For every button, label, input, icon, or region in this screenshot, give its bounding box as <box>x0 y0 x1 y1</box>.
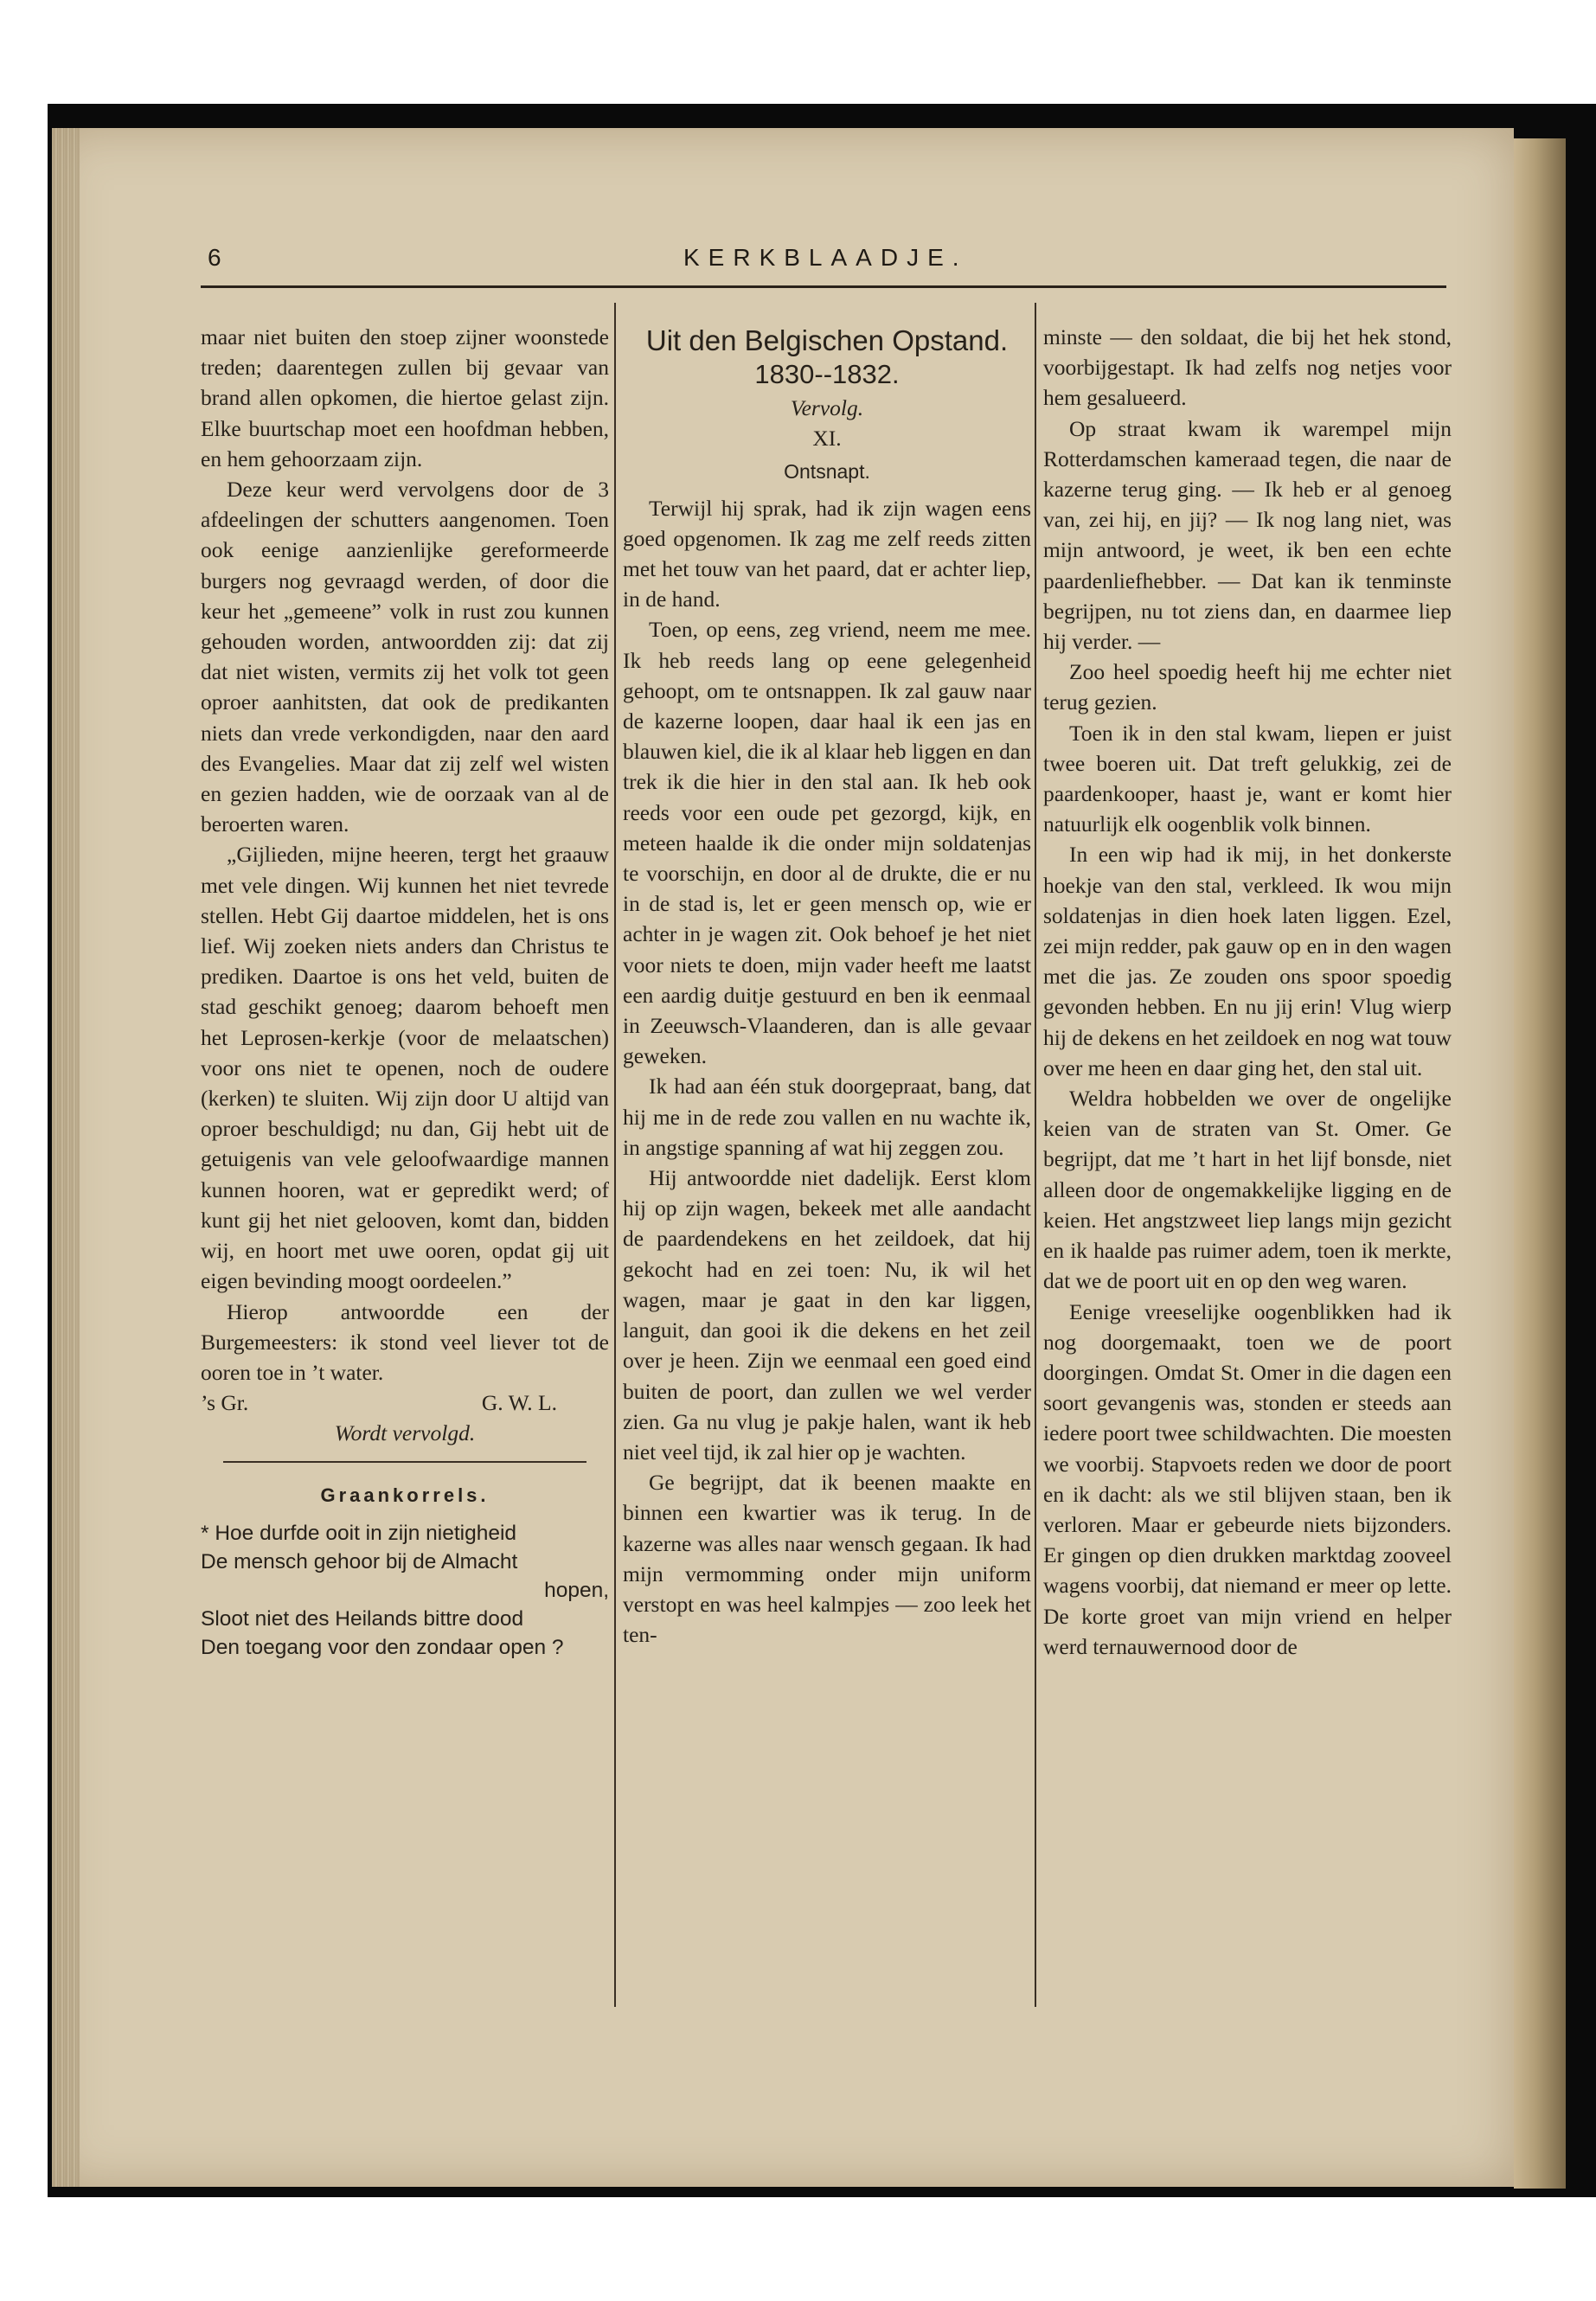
paragraph: Terwijl hij sprak, had ik zijn wagen eens goed opgenomen. Ik zag me zelf reeds zitten met het touw van het paard, dat er achter liep, in de hand. <box>623 495 1031 612</box>
paragraph: Hij antwoordde niet dadelijk. Eerst klom hij op zijn wagen, bekeek met alle aandacht de paardendekens en het zeildoek, dat hij gekocht had en zei toen: Nu, ik wil het wagen, maar je gaat in den kar liggen, languit, dan gooi ik die dekens en het zeil over je heen. Zijn we eenmaal een goed eind buiten de poort, dan zullen we wel verder zien. Ga nu vlug je pakje halen, want ik heb niet veel tijd, ik zal hier op je wachten. <box>623 1165 1031 1465</box>
page-edges <box>52 128 80 2187</box>
book-spine <box>1514 138 1566 2189</box>
scan-margin-bottom <box>0 2197 1596 2301</box>
header-rule <box>201 285 1446 288</box>
paragraph: „Gijlieden, mijne heeren, tergt het graauw met vele dingen. Wij kunnen het niet tevrede stellen. Hebt Gij daartoe middelen, het is ons lief. Wij zoeken niets anders dan Christus te prediken. Daartoe is ons het veld, buiten de stad geschikt genoeg; daarom behoeft men het Leprosen-kerkje (voor de melaatschen) voor ons niet te openen, noch de oudere (kerken) te sluiten. Wij zijn door U altijd van oproer beschuldigd; nu dan, Gij hebt uit de getuigenis van vele geloofwaardige mannen kunnen hooren, wat er gepredikt werd; of kunt gij het niet gelooven, komt dan, bidden wij, en hoort met uwe ooren, opdat gij uit eigen bevinding moogt oordeelen.” <box>201 842 609 1294</box>
article-title: Uit den Belgischen Opstand. <box>645 324 1009 356</box>
section-rule <box>223 1461 586 1463</box>
paragraph: Ik had aan één stuk doorgepraat, bang, dat hij me in de rede zou vallen en nu wachte ik, in angstige spanning af wat hij zeggen zou. <box>623 1074 1031 1160</box>
column-2 <box>623 322 1031 1650</box>
page-number: 6 <box>208 244 221 271</box>
paragraph: Deze keur werd vervolgens door de 3 afdeelingen der schutters aangenomen. Toen ook eenige aanzienlijke gereformeerde burgers nog gevraagd werden, of door die keur het „gemeene” volk in rust zou kunnen gehouden worden, antwoordden zij: dat zij dat niet wisten, vermits zij het volk tot geen oproer aanhitsten, dat ook de predikanten niets dan vrede verkondigden, naar den aard des Evangelies. Maar dat zij zelf wel wisten en gezien hadden, wie de oorzaak van al de beroerten waren. <box>201 477 609 837</box>
chapter-number: XI. <box>812 426 842 452</box>
signature-place: ’s Gr. <box>201 1390 249 1416</box>
paragraph: Weldra hobbelden we over de ongelijke keien van de straten van St. Omer. Ge begrijpt, dat me ’t hart in het lijf bonsde, niet alleen door de ongemakkelijke ligging en de keien. Het angstzweet liep langs mijn gezicht en ik haalde pas ruimer adem, toen ik merkte, dat we de poort uit en op den weg waren. <box>1043 1086 1452 1294</box>
column-3 <box>1043 322 1452 1662</box>
poem-line: Den toegang voor den zondaar open ? <box>201 1635 564 1659</box>
paragraph: In een wip had ik mij, in het donkerste hoekje van den stal, verkleed. Ik wou mijn soldatenjas in dien hoek laten liggen. Ezel, zei mijn redder, pak gauw op en in den wagen met die jas. Ze zouden ons spoor spoedig gevonden hebben. En nu jij erin! Vlug wierp hij de dekens en het zeildoek en nog wat touw over me heen en daar ging het, den stal uit. <box>1043 842 1452 1080</box>
running-head: KERKBLAADJE. <box>683 244 968 271</box>
poem-line: Sloot niet des Heilands bittre dood <box>201 1606 524 1631</box>
poem-line: hopen, <box>544 1578 609 1602</box>
paragraph: Op straat kwam ik warempel mijn Rotterdamschen kameraad tegen, die naar de kazerne terug ging. — Ik heb er al genoeg van, zei hij, en jij? — Ik nog lang niet, was mijn antwoord, je weet, ik ben een echte paardenliefhebber. — Dat kan ik tenminste begrijpen, nu tot ziens dan, en daarmee liep hij verder. — <box>1043 415 1452 655</box>
paragraph: Hierop antwoordde een der Burgemeesters: ik stond veel liever tot de ooren toe in ’t water. <box>201 1298 609 1385</box>
scan-margin-top <box>0 0 1596 104</box>
paragraph: Eenige vreeselijke oogenblikken had ik nog doorgemaakt, toen we de poort doorgingen. Omdat St. Omer in die dagen een soort gevangenis was, stonden er steeds aan iedere poort twee schildwachten. Die moesten we voorbij. Stapvoets reden we door de poort en ik dacht: als we stil blijven staan, ben ik verloren. Maar er gebeurde niets bijzonders. Er gingen op dien drukken marktdag zooveel wagens voorbij, dat niemand er meer op lette. De korte groet van mijn vriend en helper werd ternauwernood door de <box>1043 1298 1452 1659</box>
poem <box>201 1519 609 1662</box>
chapter-title: Ontsnapt. <box>784 460 870 484</box>
paragraph: Zoo heel spoedig heeft hij me echter niet terug gezien. <box>1043 659 1452 715</box>
scan-margin-left <box>0 0 48 2301</box>
poem-line: De mensch gehoor bij de Almacht <box>201 1549 518 1574</box>
poem-line: * Hoe durfde ooit in zijn nietigheid <box>201 1521 517 1545</box>
article-continued-label: Vervolg. <box>790 395 864 420</box>
article-years: 1830--1832. <box>754 359 900 389</box>
paragraph: minste — den soldaat, die bij het hek stond, voorbijgestapt. Ik had zelfs nog netjes voor hem gesalueerd. <box>1043 324 1452 411</box>
continued-label: Wordt vervolgd. <box>334 1420 476 1446</box>
column-divider <box>1035 303 1036 2007</box>
section-title: Graankorrels. <box>320 1484 490 1506</box>
column-1 <box>201 322 609 1662</box>
paragraph: maar niet buiten den stoep zijner woonstede treden; daarentegen zullen bij gevaar van brand allen opkomen, die hiertoe gelast zijn. Elke buurtschap moet een hoofdman hebben, en hem gehoorzaam zijn. <box>201 324 609 471</box>
paragraph: Toen ik in den stal kwam, liepen er juist twee boeren uit. Dat treft gelukkig, zei de paardenkooper, haast je, want er komt hier natuurlijk elk oogenblik volk binnen. <box>1043 720 1452 837</box>
signature <box>201 1388 609 1418</box>
paragraph: Ge begrijpt, dat ik beenen maakte en binnen een kwartier was ik terug. In de kazerne was alles naar wensch gegaan. Ik had mijn vermomming onder mijn uniform verstopt en was heel kalmpjes — zoo leek het ten- <box>623 1470 1031 1648</box>
column-divider <box>614 303 616 2007</box>
signature-name: G. W. L. <box>481 1390 557 1416</box>
page-header <box>208 244 1453 279</box>
paragraph: Toen, op eens, zeg vriend, neem me mee. Ik heb reeds lang op eene gelegenheid gehoopt, om te ontsnappen. Ik zal gauw naar de kazerne loopen, daar haal ik een jas en blauwen kiel, die ik al klaar heb liggen en dan trek ik die hier in den stal aan. Ik heb ook reeds voor een oude pet gezorgd, kijk, en meteen haalde ik die onder mijn soldatenjas te voorschijn, en door al de drukte, die er nu in de stad is, let er geen mensch op, wie er achter in je wagen zit. Ook behoef je het niet voor niets te doen, mijn vader heeft me laatst een aardig duitje gestuurd en ben ik eenmaal in Zeeuwsch-Vlaanderen, dan is alle gevaar geweken. <box>623 617 1031 1069</box>
